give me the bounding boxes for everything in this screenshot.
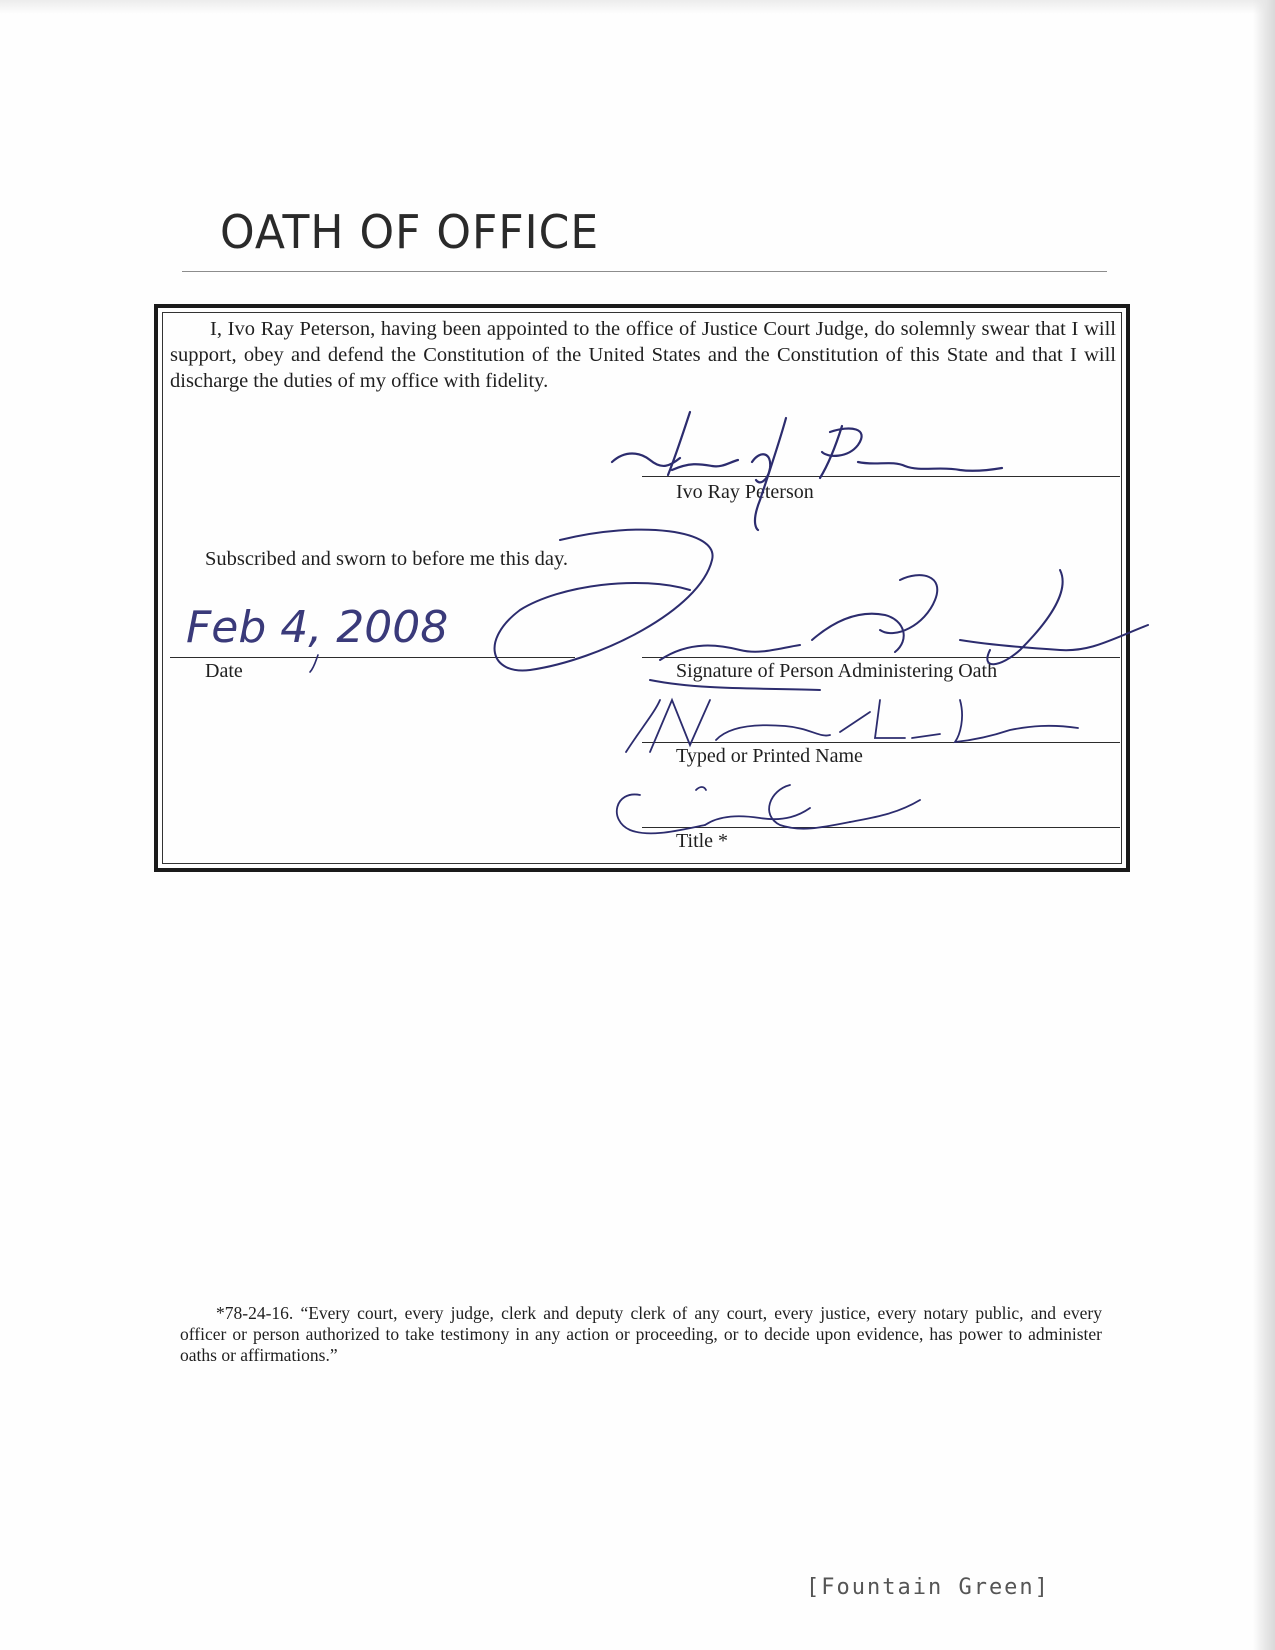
statute-footnote: *78-24-16. “Every court, every judge, clerk and deputy clerk of any court, every justice, every notary public, and every officer or person authorized to take testimony in any action or proceeding, or to decide upon evidence, has power to administer oaths or affirmations.” [180, 1303, 1102, 1365]
administering-signature-line [642, 657, 1120, 658]
date-label: Date [205, 660, 243, 682]
title-line [642, 827, 1120, 828]
officer-name-label: Ivo Ray Peterson [676, 481, 814, 503]
handwritten-date: Feb 4, 2008 [186, 602, 449, 653]
printed-name-line [642, 742, 1120, 743]
officer-signature-line [642, 476, 1120, 477]
title-label: Title * [676, 830, 729, 852]
corner-note: [Fountain Green] [806, 1575, 1050, 1600]
title-divider [182, 271, 1107, 272]
administering-signature-label: Signature of Person Administering Oath [676, 660, 998, 682]
oath-form-inner-border [162, 312, 1122, 864]
scan-edge-shadow [1253, 0, 1275, 1650]
sworn-statement: Subscribed and sworn to before me this day. [205, 548, 569, 570]
oath-statement: I, Ivo Ray Peterson, having been appointed to the office of Justice Court Judge, do solemnly swear that I will support, obey and defend the Constitution of the United States and the Constitution of this State and that I will discharge the duties of my office with fidelity. [170, 318, 1116, 392]
printed-name-label: Typed or Printed Name [676, 745, 863, 767]
scan-top-shadow [0, 0, 1275, 14]
date-line [170, 657, 575, 658]
document-title: OATH OF OFFICE [220, 206, 600, 260]
